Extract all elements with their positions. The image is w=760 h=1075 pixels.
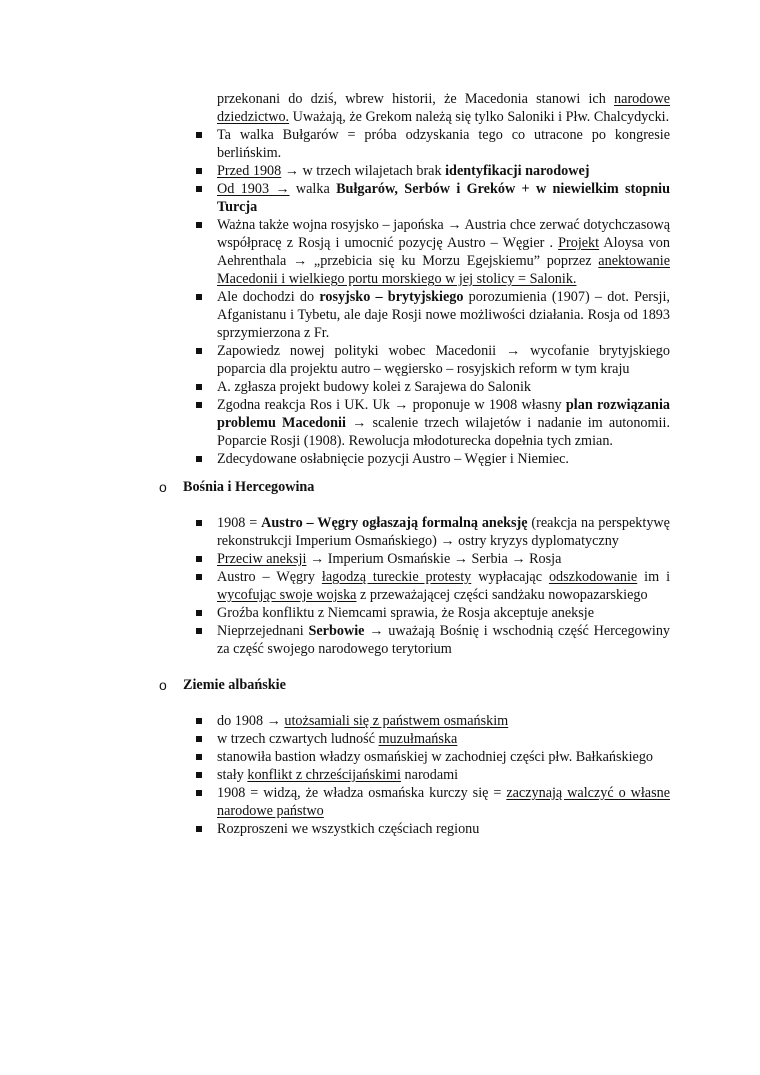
list-item [217,550,670,568]
item-text: z przeważającej części sandżaku nowopazarskiego [356,587,648,603]
document-body [0,90,760,838]
item-bold: Bułgarów, Serbów i Greków + w niewielkim stopniu Turcja [217,181,670,215]
item-text: Nieprzejednani [217,623,309,639]
item-text: porozumienia (1907) – dot. Persji, Afganistanu i Tybetu, ale daje Rosji nowe możliwości działania. Rosja od 1893 sprzymierzona z Fr. [217,289,670,341]
item-underlined: Projekt [558,235,600,251]
item-text: Austro – Węgry [217,569,322,585]
item-bold: identyfikacji narodowej [445,163,590,179]
section-title: Ziemie albańskie [183,677,286,693]
item-text: → Imperium Osmańskie → Serbia → Rosja [306,551,562,567]
item-text: A. zgłasza projekt budowy kolei z Sarajewa do Salonik [217,379,532,395]
item-text: Ta walka Bułgarów = próba odzyskania tego co utracone po kongresie berlińskim. [217,127,670,161]
macedonia-list [0,126,760,468]
intro-underlined: narodowe dziedzictwo. [217,91,670,125]
item-bold: Austro – Węgry ogłaszają formalną aneksję [261,515,528,531]
circle-bullet-icon: o [159,479,167,495]
list-item [217,604,670,622]
item-text: Aloysa von Aehrenthala → „przebicia się ku Morzu Egejskiemu” poprzez [217,235,670,269]
item-text: 1908 = [217,515,262,531]
list-item [217,766,670,784]
item-text: Rozproszeni we wszystkich częściach regionu [217,821,480,837]
list-item [217,342,670,378]
continued-paragraph [217,90,670,126]
list-item [217,748,670,766]
list-item [217,378,670,396]
item-text: Groźba konfliktu z Niemcami sprawia, że Rosja akceptuje aneksje [217,605,595,621]
item-underlined: anektowanie Macedonii i wielkiego portu morskiego w jej stolicy = Salonik. [217,253,670,287]
item-underlined: Od 1903 → [217,181,290,197]
list-item [217,288,670,342]
item-text: → scalenie trzech wilajetów i nadanie im autonomii. Poparcie Rosji (1908). Rewolucja młodoturecka dopełnia tych zmian. [217,415,670,449]
item-text: 1908 = widzą, że władza osmańska kurczy się = [217,785,507,801]
intro-text: przekonani do dziś, wbrew historii, że Macedonia stanowi ich [217,91,615,107]
list-item [217,514,670,550]
list-item [217,396,670,450]
item-underlined: odszkodowanie [548,569,638,585]
item-underlined: wycofując swoje wojska [217,587,357,603]
item-underlined: Przeciw aneksji [217,551,307,567]
item-underlined: utożsamiali się z państwem osmańskim [284,713,509,729]
item-text: wypłacając [471,569,549,585]
item-bold: plan rozwiązania problemu Macedonii [217,397,670,431]
item-underlined: łagodzą tureckie protesty [321,569,472,585]
list-item [217,622,670,658]
section-heading-albania [159,676,760,694]
item-text: Zdecydowane osłabnięcie pozycji Austro – Węgier i Niemiec. [217,451,569,467]
circle-bullet-icon: o [159,677,167,693]
item-text: stanowiła bastion władzy osmańskiej w zachodniej części płw. Bałkańskiego [217,749,654,765]
item-text: do 1908 → [217,713,285,729]
list-item [217,450,670,468]
list-item [217,784,670,820]
bosnia-list [0,514,760,658]
item-underlined: zaczynają walczyć o własne narodowe państwo [217,785,670,819]
item-text: Ważna także wojna rosyjsko – japońska → Austria chce zerwać dotychczasową współpracę z Rosją i umocnić pozycję Austro – Węgier . [217,217,670,251]
list-item [217,180,670,216]
item-text: Ale dochodzi do [217,289,320,305]
list-item [217,712,670,730]
list-item [217,820,670,838]
list-item [217,568,670,604]
item-underlined: konflikt z chrześcijańskimi [247,767,401,783]
list-item [217,216,670,288]
intro-text-end: Uważają, że Grekom należą się tylko Saloniki i Płw. Chalcydycki. [289,109,670,125]
item-text: → w trzech wilajetach brak [281,163,446,179]
item-text: narodami [401,767,459,783]
list-item [217,162,670,180]
item-underlined: muzułmańska [378,731,458,747]
item-text: Zapowiedz nowej polityki wobec Macedonii → wycofanie brytyjskiego poparcia dla projektu autro – węgiersko – rosyjskich reform w tym kraju [217,343,670,377]
list-item [217,730,670,748]
list-item [217,126,670,162]
item-text: stały [217,767,248,783]
item-text: (reakcja na perspektywę rekonstrukcji Imperium Osmańskiego) → ostry kryzys dyplomatyczny [217,515,670,549]
section-heading-bosnia [159,478,760,496]
item-text: w trzech czwartych ludność [217,731,379,747]
item-text: Zgodna reakcja Ros i UK. Uk → proponuje w 1908 własny [217,397,566,413]
item-text: im i [637,569,671,585]
item-underlined: Przed 1908 [217,163,282,179]
item-bold: rosyjsko – brytyjskiego [319,289,464,305]
item-text: walka [289,181,337,197]
section-title: Bośnia i Hercegowina [183,479,315,495]
item-text: → uważają Bośnię i wschodnią część Hercegowiny za część swojego narodowego terytorium [217,623,671,657]
albania-list [0,712,760,838]
item-bold: Serbowie [308,623,365,639]
